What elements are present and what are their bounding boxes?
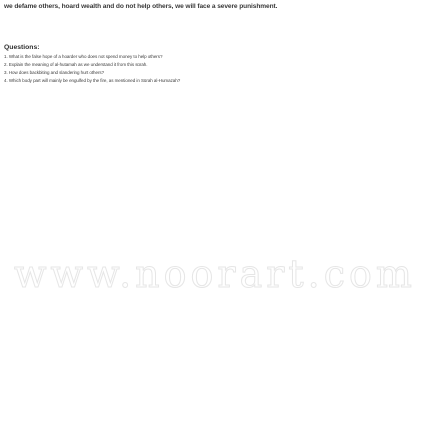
questions-heading: Questions: (4, 44, 40, 51)
watermark: www.noorart.com (14, 252, 416, 296)
question-item: 2. Explain the meaning of al-hutamah as we understand it from this sūrah. (4, 62, 148, 67)
intro-line: we defame others, hoard wealth and do not help others, we will face a severe punishment. (4, 3, 278, 10)
question-item: 1. What is the false hope of a hoarder who does not spend money to help others? (4, 54, 163, 59)
questions-list (4, 53, 180, 85)
question-item: 3. How does backbiting and slandering hurt others? (4, 70, 105, 75)
question-item: 4. Which body part will mainly be engulfed by the fire, as mentioned in Sūrah al-Humazah? (4, 78, 181, 83)
